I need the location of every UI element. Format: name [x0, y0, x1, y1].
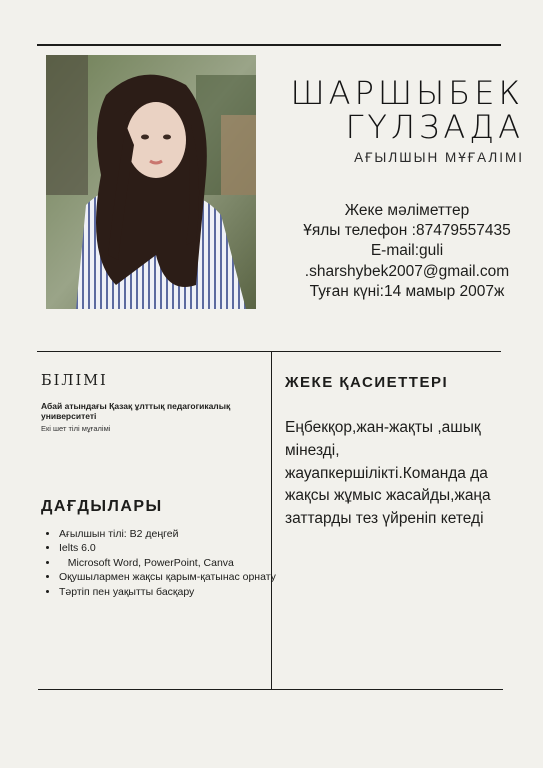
portrait-illustration	[46, 55, 256, 309]
email-line-1: E-mail:guli	[370, 242, 444, 260]
personal-qualities-text: Еңбекқор,жан-жақты ,ашық мінезді, жауапкершілікті.Команда да жақсы жұмыс жасайды,жаңа заттарды тез үйреніп кетеді	[285, 419, 491, 528]
birthday: Туған күні:14 мамыр 2007ж	[309, 282, 505, 300]
bottom-divider	[38, 689, 503, 690]
skills-heading: ДАҒДЫЛАРЫ	[41, 498, 163, 515]
name-second-line: ГҮЛЗАДА	[345, 108, 524, 146]
personal-qualities-heading: ЖЕКЕ ҚАСИЕТТЕРІ	[285, 374, 449, 391]
skill-item: • Ielts 6.0	[59, 541, 284, 555]
top-divider	[37, 44, 501, 46]
portrait-photo	[46, 55, 256, 309]
university-name: Абай атындағы Қазақ ұлттық педагогикалық университеті	[41, 401, 231, 421]
education-heading: БІЛІМІ	[41, 373, 108, 389]
job-title: АҒЫЛШЫН МҰҒАЛІМІ	[354, 150, 524, 165]
email-line-2: .sharshybek2007@gmail.com	[304, 262, 510, 280]
skill-item: • Тәртіп пен уақытты басқару	[59, 585, 284, 599]
phone-number: Ұялы телефон :87479557435	[303, 222, 511, 240]
skills-list	[41, 527, 284, 599]
contact-info	[282, 201, 532, 302]
middle-divider	[37, 351, 501, 352]
name-first-line: ШАРШЫБЕК	[290, 74, 524, 112]
skill-item: • Microsoft Word, PowerPoint, Canva	[59, 556, 284, 570]
contact-section-title: Жеке мәліметтер	[344, 202, 470, 219]
specialty: Екі шет тілі мұғалімі	[41, 424, 111, 433]
skill-item: • Оқушылармен жақсы қарым-қатынас орнату	[59, 570, 284, 584]
column-divider	[271, 351, 272, 690]
skill-item: • Ағылшын тілі: B2 деңгей	[59, 527, 284, 541]
